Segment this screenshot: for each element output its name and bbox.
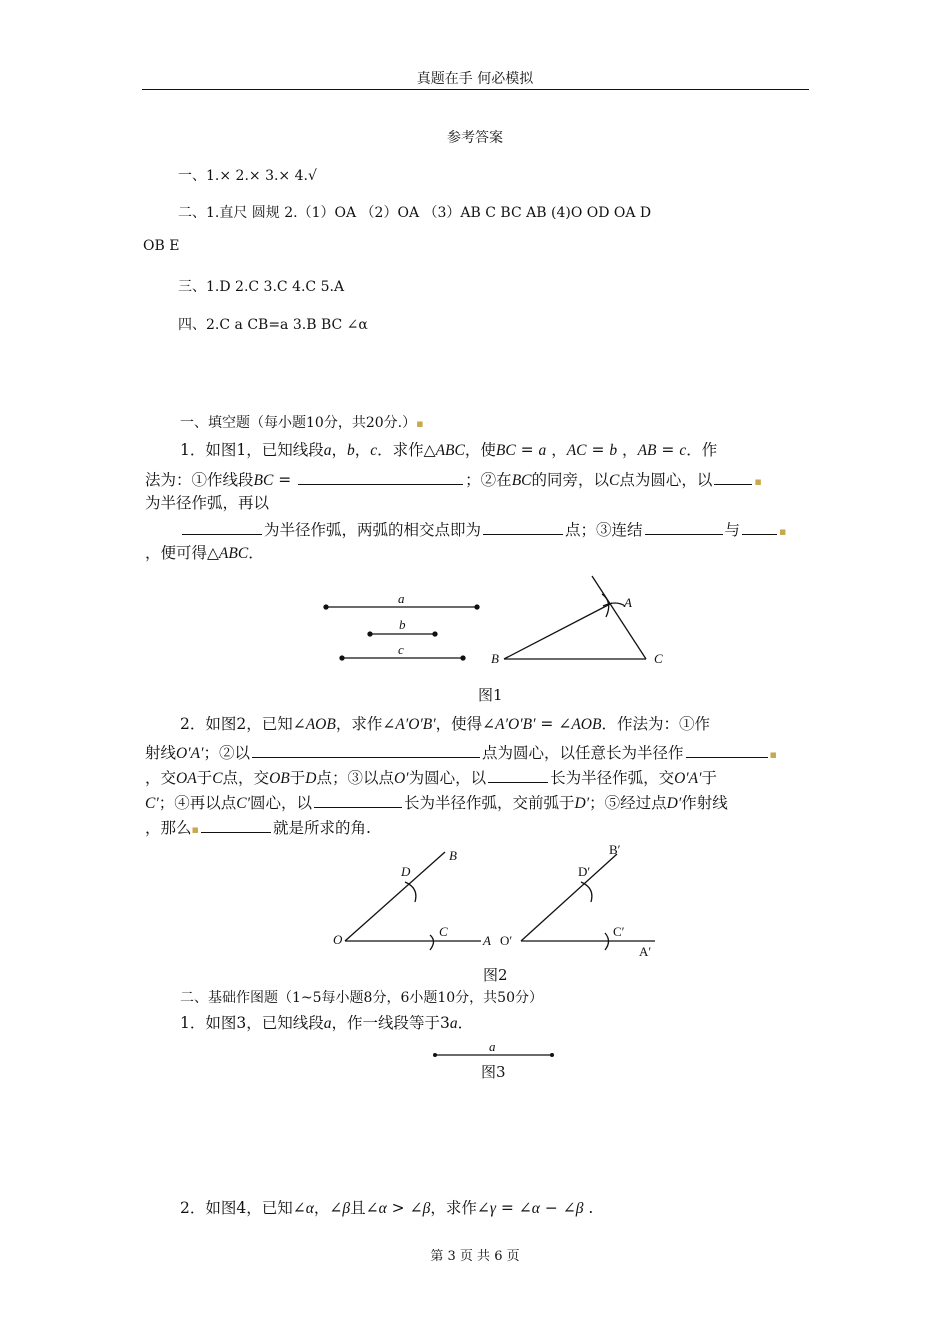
label-D: D [401, 864, 411, 879]
q2-line-2: 射线O′A′；②以 点为圆心，以任意长为半径作 ▪ [145, 744, 777, 762]
figure-2-caption: 图2 [483, 966, 508, 984]
q1-line-2: 法为：①作线段BC = ；②在BC的同旁，以C点为圆心，以 ▪ [145, 471, 762, 489]
s2-q1: 1．如图3，已知线段a，作一线段等于3a． [180, 1014, 474, 1032]
answer-key-title: 参考答案 [447, 130, 503, 146]
answer-line-2: 二、1.直尺 圆规 2.（1）OA （2）OA （3）AB C BC AB (4)O OD OA D [178, 205, 652, 221]
arc-c [430, 935, 434, 950]
q2-blank-5[interactable] [201, 818, 271, 833]
label-A: A [483, 933, 491, 948]
figure-3 [425, 1038, 565, 1060]
q1-blank-5[interactable] [645, 520, 723, 535]
label-C: C [439, 924, 448, 939]
side-ca-extended [592, 576, 646, 659]
q2-blank-4[interactable] [314, 793, 402, 808]
answer-line-3: OB E [143, 238, 180, 254]
ray-OB [345, 852, 445, 941]
page-header-title: 真题在手 何必模拟 [416, 71, 534, 87]
label-a: a [398, 591, 405, 606]
side-ba [504, 603, 612, 659]
label-C: C [654, 651, 663, 666]
label-a-fig3: a [489, 1039, 496, 1054]
q1-blank-4[interactable] [483, 520, 563, 535]
figure-3-caption: 图3 [481, 1063, 506, 1081]
q1-blank-2[interactable] [714, 470, 752, 485]
q1-line-4: 为半径作弧，两弧的相交点即为 点；③连结 与 ▪ [180, 520, 787, 539]
q2-line-5: ，那么▪ 就是所求的角. [145, 819, 371, 837]
q2-blank-3[interactable] [488, 768, 548, 783]
arc-d [405, 882, 416, 902]
ray-OpBp [521, 854, 617, 941]
s2-q2: 2．如图4，已知∠α，∠β且∠α > ∠β，求作∠γ = ∠α − ∠β . [180, 1199, 594, 1217]
label-O-prime: O′ [500, 933, 513, 948]
label-D-prime: D′ [578, 864, 591, 879]
section2-heading: 二、基础作图题（1~5每小题8分，6小题10分，共50分） [180, 990, 543, 1006]
label-B: B [449, 848, 457, 863]
header-rule [142, 89, 809, 90]
label-A: A [624, 595, 632, 610]
q1-line-5: ，便可得△ABC． [145, 544, 264, 562]
q2-blank-2[interactable] [686, 743, 768, 758]
answer-line-1: 一、1.× 2.× 3.× 4.√ [178, 168, 317, 184]
label-A-prime: A′ [639, 944, 652, 959]
label-B-prime: B′ [609, 842, 621, 857]
q1-blank-6[interactable] [742, 520, 777, 535]
label-c: c [398, 642, 404, 657]
label-B: B [491, 651, 499, 666]
figure-2 [325, 840, 665, 965]
q1-line-1: 1．如图1，已知线段a，b，c．求作△ABC，使BC = a ，AC = b ，AB = c．作 [180, 441, 718, 459]
q2-blank-1[interactable] [252, 743, 480, 758]
label-O: O [333, 932, 343, 947]
q2-line-1: 2．如图2，已知∠AOB，求作∠A′O′B′，使得∠A′O′B′ = ∠AOB．作法为：①作 [180, 715, 710, 733]
q1-blank-1[interactable] [298, 470, 463, 485]
answer-line-5: 四、2.C a CB=a 3.B BC ∠α [178, 317, 368, 333]
figure-1-caption: 图1 [478, 686, 503, 704]
answer-line-4: 三、1.D 2.C 3.C 4.C 5.A [178, 279, 345, 295]
q1-line-3: 为半径作弧，再以 [145, 494, 270, 512]
label-C-prime: C′ [613, 924, 625, 939]
page-footer: 第 3 页 共 6 页 [430, 1249, 520, 1264]
q2-line-3: ，交OA于C点，交OB于D点；③以点O′为圆心，以 长为半径作弧，交O′A′于 [145, 769, 718, 787]
q1-blank-3[interactable] [182, 520, 262, 535]
section1-heading: 一、填空题（每小题10分，共20分.）▪ [180, 415, 424, 431]
label-b: b [399, 617, 406, 632]
q2-line-4: C′；④再以点C′圆心，以 长为半径作弧，交前弧于D′；⑤经过点D′作射线 [145, 794, 728, 812]
